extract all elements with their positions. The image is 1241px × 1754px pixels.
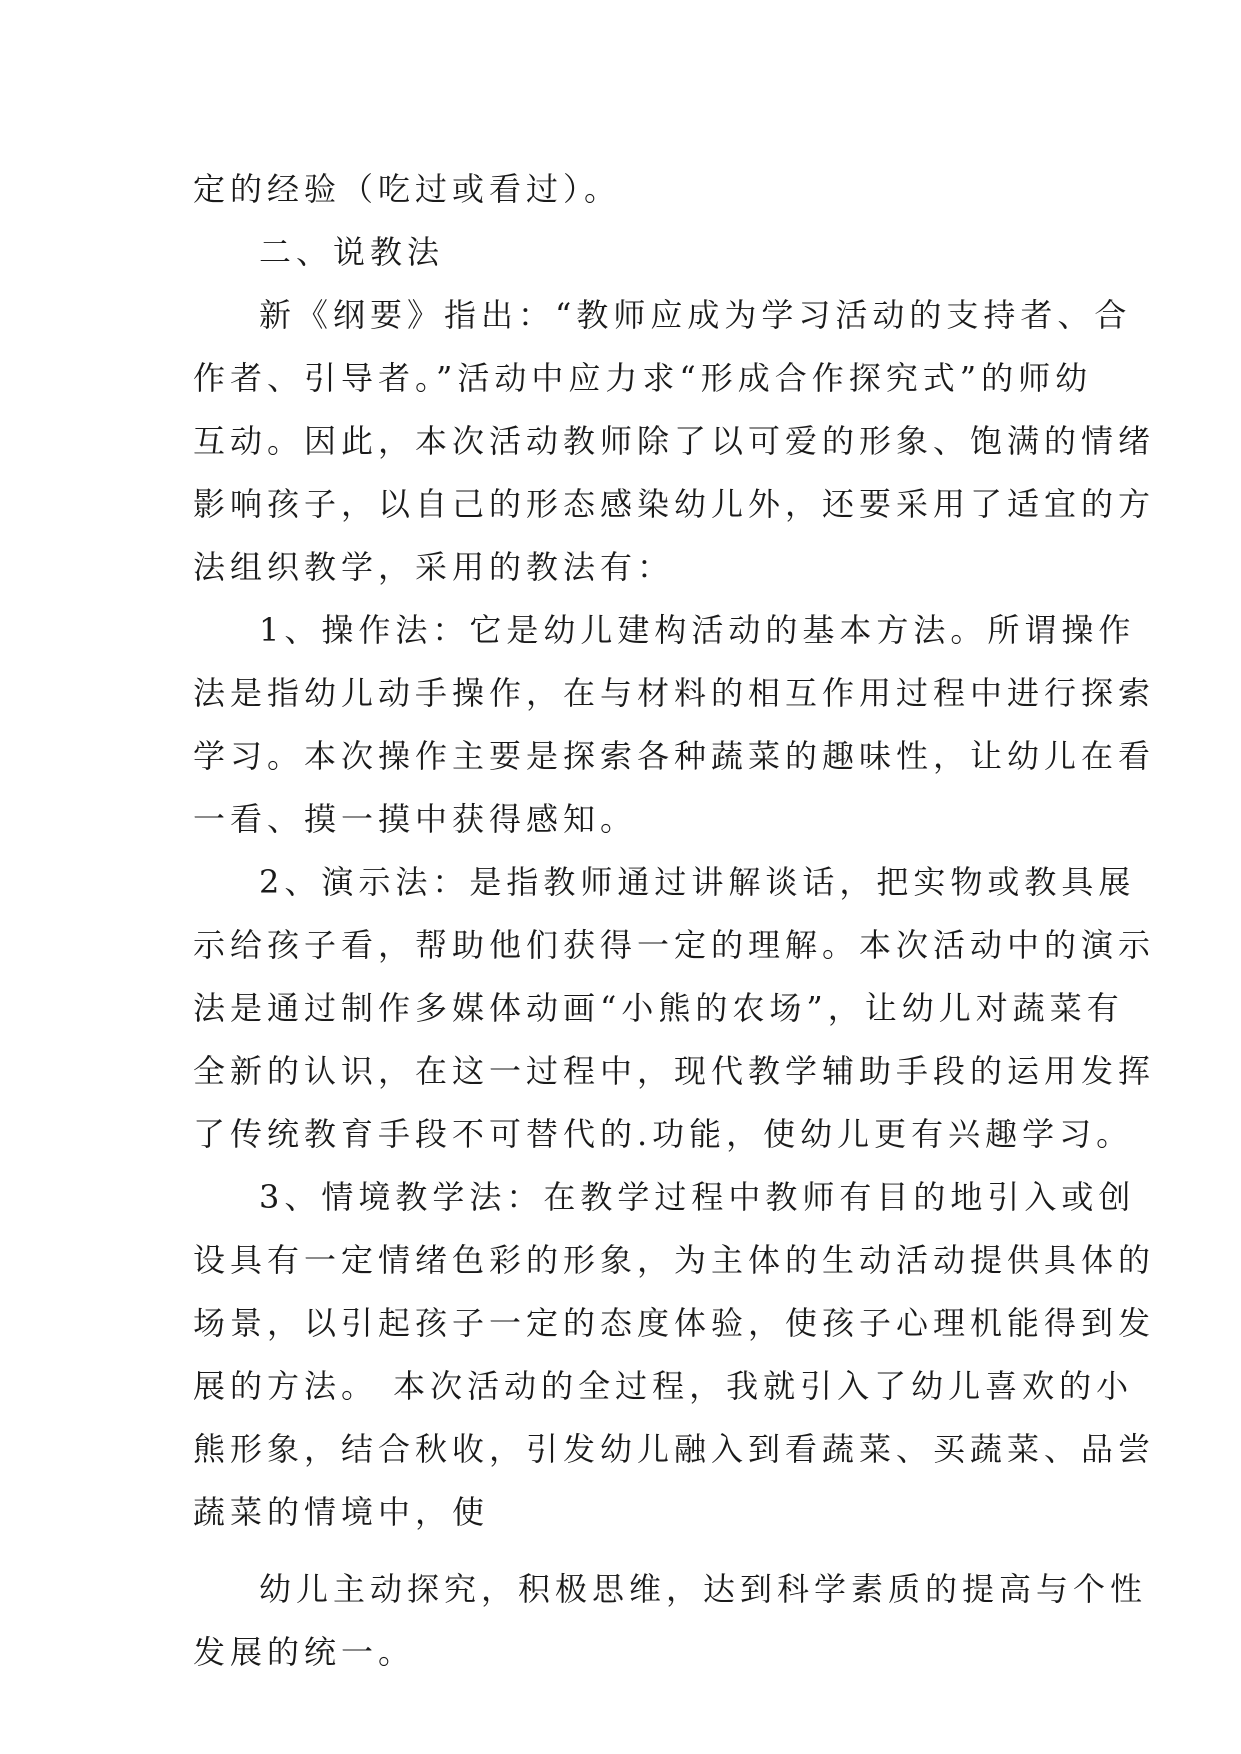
text-line: 1、操作法：它是幼儿建构活动的基本方法。所谓操作 bbox=[259, 611, 1136, 649]
text-line: 了传统教育手段不可替代的.功能，使幼儿更有兴趣学习。 bbox=[193, 1115, 1134, 1153]
text-line: 熊形象，结合秋收，引发幼儿融入到看蔬菜、买蔬菜、品尝 bbox=[193, 1430, 1156, 1468]
text-line: 法是指幼儿动手操作，在与材料的相互作用过程中进行探索 bbox=[193, 674, 1156, 712]
text-line: 场景，以引起孩子一定的态度体验，使孩子心理机能得到发 bbox=[193, 1304, 1156, 1342]
text-line: 新《纲要》指出：“教师应成为学习活动的支持者、合 bbox=[259, 296, 1132, 334]
text-line: 发展的统一。 bbox=[193, 1633, 416, 1671]
text-line: 互动。因此，本次活动教师除了以可爱的形象、饱满的情绪 bbox=[193, 422, 1156, 460]
text-line: 展的方法。 本次活动的全过程，我就引入了幼儿喜欢的小 bbox=[193, 1367, 1134, 1405]
text-line: 蔬菜的情境中，使 bbox=[193, 1493, 490, 1531]
text-line: 学习。本次操作主要是探索各种蔬菜的趣味性，让幼儿在看 bbox=[193, 737, 1156, 775]
text-line: 一看、摸一摸中获得感知。 bbox=[193, 800, 638, 838]
text-line: 影响孩子，以自己的形态感染幼儿外，还要采用了适宜的方 bbox=[193, 485, 1156, 523]
text-line: 定的经验（吃过或看过）。 bbox=[193, 170, 622, 208]
text-line: 设具有一定情绪色彩的形象，为主体的生动活动提供具体的 bbox=[193, 1241, 1156, 1279]
text-line: 示给孩子看，帮助他们获得一定的理解。本次活动中的演示 bbox=[193, 926, 1156, 964]
text-line: 法是通过制作多媒体动画“小熊的农场”，让幼儿对蔬菜有 bbox=[193, 989, 1124, 1027]
text-line: 3、情境教学法：在教学过程中教师有目的地引入或创 bbox=[259, 1178, 1136, 1216]
text-line: 全新的认识，在这一过程中，现代教学辅助手段的运用发挥 bbox=[193, 1052, 1156, 1090]
paragraph-gap bbox=[193, 1544, 1055, 1558]
document-body bbox=[193, 158, 1156, 1684]
text-line: 作者、引导者。”活动中应力求“形成合作探究式”的师幼 bbox=[193, 359, 1093, 397]
text-line: 2、演示法：是指教师通过讲解谈话，把实物或教具展 bbox=[259, 863, 1136, 901]
text-line: 法组织教学，采用的教法有： bbox=[193, 548, 675, 586]
text-line: 幼儿主动探究，积极思维，达到科学素质的提高与个性 bbox=[259, 1570, 1148, 1608]
section-heading: 二、说教法 bbox=[259, 233, 445, 271]
